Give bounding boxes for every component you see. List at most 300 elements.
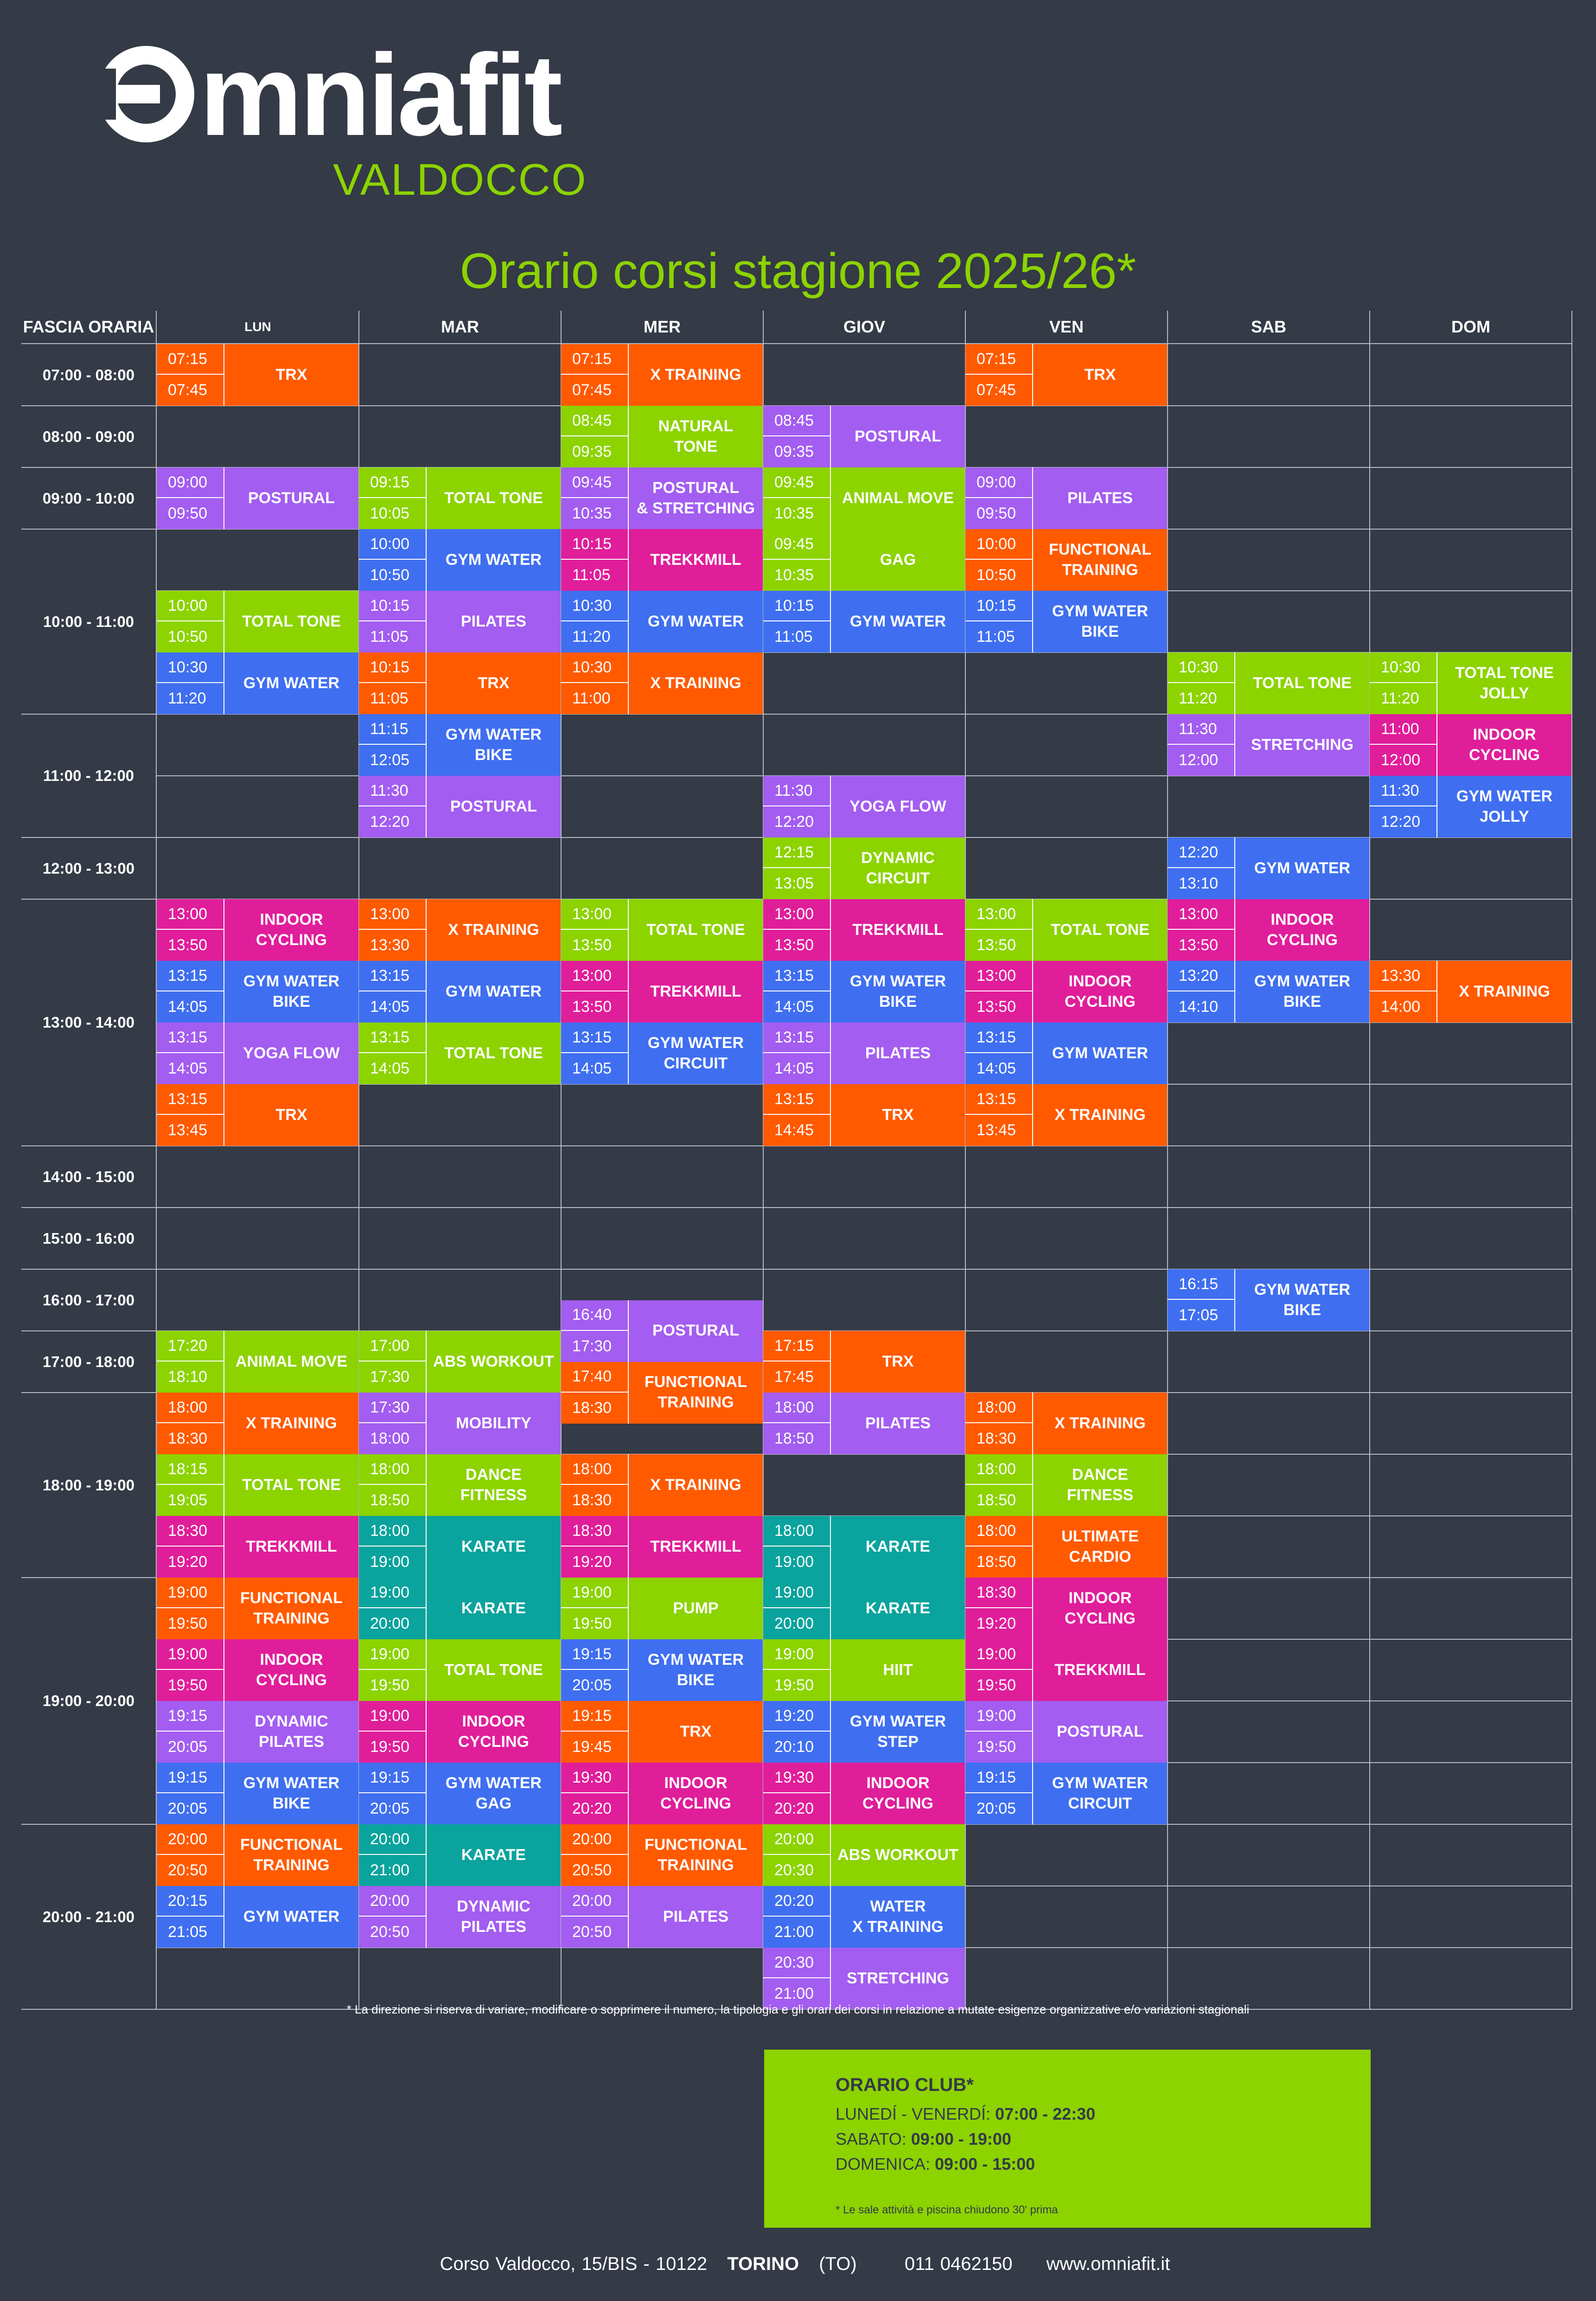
class-end-time: 14:05	[965, 1053, 1033, 1084]
class-start-time: 13:15	[965, 1084, 1033, 1115]
class-start-time: 13:00	[763, 899, 831, 930]
class-end-time: 21:00	[763, 1917, 831, 1948]
class-name: DYNAMIC PILATES	[255, 1712, 328, 1751]
class-start-time: 12:15	[763, 837, 831, 868]
class-end-time: 13:05	[763, 868, 831, 899]
class-end-time: 20:50	[359, 1917, 427, 1948]
class-cell[interactable]	[359, 1578, 561, 1639]
class-start-time: 18:30	[157, 1516, 224, 1547]
header-day-mer: MER	[644, 317, 681, 336]
class-start-time: 08:45	[561, 406, 629, 436]
class-cell[interactable]	[157, 1763, 358, 1824]
class-start-time: 10:30	[561, 591, 629, 621]
club-hours-label: SABATO:	[836, 2129, 907, 2148]
club-hours-sunday	[836, 2154, 1035, 2174]
class-cell[interactable]	[965, 1763, 1167, 1824]
class-name: HIIT	[883, 1661, 913, 1679]
class-cell[interactable]	[965, 529, 1167, 591]
class-cell[interactable]	[359, 529, 561, 591]
class-name: GYM WATER BIKE	[647, 1650, 744, 1689]
club-hours-value: 09:00 - 15:00	[935, 2154, 1035, 2173]
class-start-time: 13:00	[1168, 899, 1235, 930]
class-cell[interactable]	[763, 529, 965, 591]
class-cell[interactable]	[561, 899, 763, 961]
class-name: PUMP	[673, 1599, 719, 1617]
class-name: DYNAMIC PILATES	[457, 1897, 530, 1936]
class-cell[interactable]	[763, 1639, 965, 1701]
class-cell[interactable]	[763, 837, 965, 899]
class-start-time: 19:00	[157, 1578, 224, 1608]
class-start-time: 20:15	[157, 1886, 224, 1917]
class-cell[interactable]	[157, 1023, 358, 1084]
class-end-time: 14:05	[359, 1053, 427, 1084]
class-start-time: 17:40	[561, 1362, 629, 1393]
class-name: PILATES	[1067, 489, 1133, 507]
class-end-time: 07:45	[561, 375, 629, 406]
class-name: INDOOR CYCLING	[1065, 1589, 1136, 1627]
time-band-label: 09:00 - 10:00	[42, 489, 135, 507]
class-cell[interactable]	[359, 1824, 561, 1886]
class-cell[interactable]	[763, 1763, 965, 1824]
class-end-time: 18:50	[763, 1423, 831, 1454]
class-name: INDOOR CYCLING	[1469, 725, 1540, 764]
class-cell[interactable]	[965, 591, 1167, 652]
class-name: POSTURAL	[248, 489, 335, 507]
class-start-time: 20:00	[763, 1824, 831, 1855]
class-name: DANCE FITNESS	[460, 1465, 527, 1504]
class-name: GYM WATER	[647, 612, 744, 630]
class-end-time: 13:30	[359, 930, 427, 961]
class-end-time: 20:50	[561, 1917, 629, 1948]
class-cell[interactable]	[1168, 837, 1369, 899]
class-start-time: 07:15	[561, 344, 629, 375]
header-day-dom: DOM	[1451, 317, 1490, 336]
class-cell[interactable]	[157, 1886, 358, 1948]
class-start-time: 19:00	[561, 1578, 629, 1608]
class-end-time: 18:00	[359, 1423, 427, 1454]
class-end-time: 13:45	[965, 1115, 1033, 1146]
brand-name: mniafit	[199, 30, 560, 160]
class-end-time: 07:45	[157, 375, 224, 406]
class-cell[interactable]	[359, 652, 561, 714]
class-name: GAG	[880, 550, 916, 569]
time-band-label: 12:00 - 13:00	[42, 859, 135, 877]
class-cell[interactable]	[561, 1763, 763, 1824]
class-end-time: 13:50	[763, 930, 831, 961]
class-end-time: 11:20	[561, 621, 629, 652]
disclaimer-note: * La direzione si riserva di variare, modificare o sopprimere il numero, la tipologia e gli orari dei corsi in relazione a mutate esigenze organizzative e/o variazioni stagionali	[346, 2002, 1250, 2016]
class-start-time: 10:00	[157, 591, 224, 621]
class-name: TOTAL TONE	[1051, 920, 1149, 939]
class-cell[interactable]	[157, 1516, 358, 1578]
class-cell[interactable]	[965, 467, 1167, 529]
class-cell[interactable]	[965, 1084, 1167, 1146]
class-name: POSTURAL	[652, 1322, 739, 1340]
class-end-time: 12:20	[763, 806, 831, 837]
time-band-label: 07:00 - 08:00	[42, 366, 135, 384]
class-name: GYM WATER BIKE	[445, 725, 542, 764]
class-name: TOTAL TONE	[242, 1476, 341, 1494]
class-end-time: 20:20	[763, 1793, 831, 1824]
class-start-time: 13:15	[763, 1023, 831, 1053]
omniafit-logo-icon	[97, 41, 195, 147]
class-name: GYM WATER BIKE	[243, 1774, 340, 1812]
class-start-time: 16:40	[561, 1300, 629, 1331]
class-start-time: 09:00	[965, 467, 1033, 498]
class-start-time: 10:00	[359, 529, 427, 560]
class-cell[interactable]	[561, 1454, 763, 1516]
class-name: GYM WATER	[1052, 1044, 1149, 1062]
class-cell[interactable]	[1370, 776, 1571, 837]
class-end-time: 19:50	[965, 1670, 1033, 1701]
class-start-time: 20:30	[763, 1948, 831, 1978]
class-name: PILATES	[460, 612, 527, 630]
class-name: INDOOR CYCLING	[1267, 910, 1338, 949]
class-end-time: 13:50	[965, 930, 1033, 961]
class-cell[interactable]	[157, 1639, 358, 1701]
class-name: INDOOR CYCLING	[256, 1650, 327, 1689]
class-name: POSTURAL	[1057, 1722, 1143, 1740]
time-band-label: 13:00 - 14:00	[42, 1014, 135, 1031]
class-name: ABS WORKOUT	[837, 1846, 958, 1864]
class-end-time: 20:05	[157, 1732, 224, 1763]
class-cell[interactable]	[763, 1393, 965, 1454]
class-cell[interactable]	[965, 1701, 1167, 1763]
class-cell[interactable]	[157, 1393, 358, 1454]
class-cell[interactable]	[359, 591, 561, 652]
class-cell[interactable]	[763, 1516, 965, 1578]
class-cell[interactable]	[359, 1331, 561, 1393]
class-start-time: 19:00	[157, 1639, 224, 1670]
class-start-time: 17:20	[157, 1331, 224, 1361]
header-day-lun: LUN	[244, 320, 271, 334]
class-cell[interactable]	[965, 344, 1167, 406]
class-end-time: 11:05	[965, 621, 1033, 652]
class-cell[interactable]	[965, 899, 1167, 961]
class-name: TOTAL TONE	[444, 1661, 543, 1679]
class-cell[interactable]	[561, 1701, 763, 1763]
class-cell[interactable]	[359, 1639, 561, 1701]
class-cell[interactable]	[763, 776, 965, 837]
class-end-time: 14:05	[157, 1053, 224, 1084]
header-day-ven: VEN	[1049, 317, 1084, 336]
class-cell[interactable]	[763, 591, 965, 652]
class-start-time: 11:30	[763, 776, 831, 806]
class-cell[interactable]	[157, 961, 358, 1023]
club-hours-label: LUNEDÍ - VENERDÍ:	[836, 2104, 991, 2123]
class-end-time: 09:50	[965, 498, 1033, 529]
class-cell[interactable]	[561, 961, 763, 1023]
class-cell[interactable]	[763, 1084, 965, 1146]
class-cell[interactable]	[561, 529, 763, 591]
class-end-time: 20:05	[561, 1670, 629, 1701]
class-name: DANCE FITNESS	[1066, 1465, 1134, 1504]
class-end-time: 18:30	[561, 1485, 629, 1516]
class-start-time: 13:15	[157, 961, 224, 991]
class-cell[interactable]	[763, 1023, 965, 1084]
time-band-label: 17:00 - 18:00	[42, 1353, 135, 1370]
class-cell[interactable]	[561, 1516, 763, 1578]
class-start-time: 11:30	[359, 776, 427, 806]
club-hours-box	[764, 2050, 1371, 2228]
class-name: KARATE	[865, 1599, 931, 1617]
class-cell[interactable]	[157, 1824, 358, 1886]
class-name: TOTAL TONE	[1253, 674, 1352, 692]
class-end-time: 18:10	[157, 1361, 224, 1393]
class-start-time: 18:00	[965, 1393, 1033, 1423]
class-cell[interactable]	[561, 406, 763, 467]
class-name: X TRAINING	[1054, 1414, 1146, 1432]
grid-line	[1571, 311, 1572, 2009]
class-start-time: 07:15	[965, 344, 1033, 375]
class-cell[interactable]	[359, 1454, 561, 1516]
class-name: INDOOR CYCLING	[458, 1712, 529, 1751]
class-start-time: 07:15	[157, 344, 224, 375]
time-band-label: 11:00 - 12:00	[43, 767, 134, 784]
class-cell[interactable]	[763, 1701, 965, 1763]
class-start-time: 17:00	[359, 1331, 427, 1361]
class-cell[interactable]	[1370, 714, 1571, 776]
class-cell[interactable]	[157, 1331, 358, 1393]
class-cell[interactable]	[561, 591, 763, 652]
class-cell[interactable]	[359, 1701, 561, 1763]
class-start-time: 11:00	[1370, 714, 1437, 745]
class-start-time: 17:15	[763, 1331, 831, 1361]
class-start-time: 13:15	[763, 1084, 831, 1115]
class-cell[interactable]	[965, 1516, 1167, 1578]
class-start-time: 09:45	[763, 529, 831, 560]
class-cell[interactable]	[157, 652, 358, 714]
class-cell[interactable]	[359, 1516, 561, 1578]
class-end-time: 11:00	[561, 683, 629, 714]
class-cell[interactable]	[157, 1701, 358, 1763]
class-start-time: 19:00	[359, 1639, 427, 1670]
class-cell[interactable]	[763, 467, 965, 529]
class-start-time: 19:30	[561, 1763, 629, 1793]
class-name: TRX	[882, 1352, 914, 1370]
class-start-time: 13:15	[561, 1023, 629, 1053]
footer-website-link[interactable]: www.omniafit.it	[1046, 2254, 1170, 2274]
grid-line	[1369, 311, 1370, 2009]
class-cell[interactable]	[359, 714, 561, 776]
class-cell[interactable]	[561, 1023, 763, 1084]
class-cell[interactable]	[1370, 652, 1571, 714]
class-name: GYM WATER	[445, 550, 542, 569]
class-cell[interactable]	[1168, 961, 1369, 1023]
class-name: GYM WATER BIKE	[849, 972, 946, 1010]
footer-address-street: Corso Valdocco, 15/BIS - 10122	[440, 2254, 708, 2274]
class-start-time: 10:30	[1168, 652, 1235, 683]
class-start-time: 10:30	[157, 652, 224, 683]
class-name: TOTAL TONE	[444, 489, 543, 507]
class-end-time: 20:00	[359, 1608, 427, 1639]
class-start-time: 10:15	[359, 652, 427, 683]
class-start-time: 19:00	[763, 1578, 831, 1608]
class-start-time: 10:15	[561, 529, 629, 560]
class-start-time: 19:20	[763, 1701, 831, 1732]
class-cell[interactable]	[157, 591, 358, 652]
class-cell[interactable]	[965, 1454, 1167, 1516]
class-end-time: 12:20	[359, 806, 427, 837]
class-name: TREKKMILL	[246, 1537, 337, 1555]
class-name: STRETCHING	[1251, 735, 1353, 754]
class-start-time: 19:15	[157, 1763, 224, 1793]
class-end-time: 19:00	[359, 1547, 427, 1578]
class-cell[interactable]	[561, 467, 763, 529]
class-end-time: 19:50	[359, 1670, 427, 1701]
class-end-time: 18:50	[965, 1547, 1033, 1578]
class-name: NATURAL TONE	[658, 417, 734, 455]
class-cell[interactable]	[763, 1886, 965, 1948]
class-name: WATER X TRAINING	[852, 1897, 944, 1936]
class-end-time: 13:10	[1168, 868, 1235, 899]
class-start-time: 13:00	[561, 899, 629, 930]
class-end-time: 14:05	[763, 1053, 831, 1084]
footer-phone[interactable]: 011 0462150	[904, 2254, 1013, 2274]
class-cell[interactable]	[359, 1886, 561, 1948]
class-cell[interactable]	[561, 652, 763, 714]
class-start-time: 10:15	[965, 591, 1033, 621]
class-end-time: 17:05	[1168, 1300, 1235, 1331]
class-end-time: 21:00	[359, 1855, 427, 1886]
class-name: GYM WATER	[849, 612, 946, 630]
class-end-time: 19:50	[359, 1732, 427, 1763]
page-title: Orario corsi stagione 2025/26*	[460, 243, 1136, 299]
header-fascia-oraria: FASCIA ORARIA	[23, 317, 154, 336]
class-end-time: 18:30	[157, 1423, 224, 1454]
class-end-time: 18:30	[561, 1393, 629, 1424]
header-day-mar: MAR	[441, 317, 479, 336]
class-cell[interactable]	[763, 961, 965, 1023]
header-day-sab: SAB	[1251, 317, 1286, 336]
class-start-time: 19:00	[965, 1639, 1033, 1670]
class-start-time: 18:00	[561, 1454, 629, 1485]
class-cell[interactable]	[359, 467, 561, 529]
class-cell[interactable]	[763, 1331, 965, 1393]
class-start-time: 20:00	[359, 1824, 427, 1855]
class-cell[interactable]	[359, 1393, 561, 1454]
class-cell[interactable]	[561, 1886, 763, 1948]
class-end-time: 17:45	[763, 1361, 831, 1393]
class-cell[interactable]	[157, 344, 358, 406]
class-start-time: 10:00	[965, 529, 1033, 560]
class-start-time: 13:20	[1168, 961, 1235, 991]
class-cell[interactable]	[763, 406, 965, 467]
class-name: TRX	[275, 1106, 307, 1124]
class-end-time: 13:50	[965, 991, 1033, 1023]
class-cell[interactable]	[1168, 899, 1369, 961]
class-name: KARATE	[461, 1599, 526, 1617]
class-start-time: 10:15	[763, 591, 831, 621]
class-end-time: 20:50	[157, 1855, 224, 1886]
class-start-time: 18:30	[965, 1578, 1033, 1608]
class-cell[interactable]	[359, 899, 561, 961]
class-cell[interactable]	[157, 1084, 358, 1146]
class-cell[interactable]	[763, 899, 965, 961]
class-end-time: 11:05	[763, 621, 831, 652]
class-cell[interactable]	[1168, 652, 1369, 714]
class-cell[interactable]	[965, 1393, 1167, 1454]
class-start-time: 19:00	[359, 1701, 427, 1732]
class-end-time: 20:05	[359, 1793, 427, 1824]
class-name: GYM WATER BIKE	[1052, 602, 1149, 640]
club-hours-note: * Le sale attività e piscina chiudono 30' prima	[836, 2204, 1058, 2216]
class-cell[interactable]	[157, 1578, 358, 1639]
class-name: TOTAL TONE	[444, 1044, 543, 1062]
class-end-time: 13:50	[157, 930, 224, 961]
class-cell[interactable]	[763, 1824, 965, 1886]
class-cell[interactable]	[763, 1578, 965, 1639]
class-name: TREKKMILL	[650, 1537, 741, 1555]
class-end-time: 14:05	[157, 991, 224, 1023]
class-cell[interactable]	[359, 1023, 561, 1084]
club-hours-weekdays	[836, 2104, 1095, 2124]
class-cell[interactable]	[561, 344, 763, 406]
class-start-time: 20:20	[763, 1886, 831, 1917]
class-start-time: 18:30	[561, 1516, 629, 1547]
class-cell[interactable]	[157, 467, 358, 529]
class-cell[interactable]	[561, 1362, 763, 1424]
class-end-time: 10:35	[561, 498, 629, 529]
class-name: GYM WATER CIRCUIT	[1052, 1774, 1149, 1812]
class-end-time: 10:05	[359, 498, 427, 529]
class-end-time: 18:50	[965, 1485, 1033, 1516]
class-cell[interactable]	[1370, 961, 1571, 1023]
class-cell[interactable]	[561, 1639, 763, 1701]
class-start-time: 10:30	[1370, 652, 1437, 683]
time-band-label: 15:00 - 16:00	[42, 1229, 135, 1247]
class-name: X TRAINING	[650, 365, 741, 384]
class-end-time: 12:00	[1168, 745, 1235, 776]
class-cell[interactable]	[965, 961, 1167, 1023]
class-cell[interactable]	[1168, 1269, 1369, 1331]
class-name: INDOOR CYCLING	[862, 1774, 933, 1812]
class-cell[interactable]	[157, 1454, 358, 1516]
class-cell[interactable]	[965, 1639, 1167, 1701]
class-name: GYM WATER GAG	[445, 1774, 542, 1812]
class-cell[interactable]	[1168, 714, 1369, 776]
class-cell[interactable]	[561, 1578, 763, 1639]
class-end-time: 17:30	[359, 1361, 427, 1393]
class-cell[interactable]	[359, 1763, 561, 1824]
class-cell[interactable]	[965, 1023, 1167, 1084]
class-start-time: 12:20	[1168, 837, 1235, 868]
class-cell[interactable]	[157, 899, 358, 961]
class-name: TREKKMILL	[650, 982, 741, 1000]
class-name: TOTAL TONE	[646, 920, 745, 939]
class-end-time: 19:45	[561, 1732, 629, 1763]
class-end-time: 10:50	[965, 560, 1033, 591]
class-cell[interactable]	[359, 961, 561, 1023]
club-hours-value: 07:00 - 22:30	[995, 2104, 1096, 2123]
class-cell[interactable]	[359, 776, 561, 837]
class-end-time: 07:45	[965, 375, 1033, 406]
class-start-time: 13:15	[157, 1023, 224, 1053]
time-band-label: 20:00 - 21:00	[42, 1908, 135, 1925]
class-start-time: 18:00	[763, 1393, 831, 1423]
class-name: X TRAINING	[246, 1414, 337, 1432]
time-band-label: 10:00 - 11:00	[43, 613, 134, 630]
class-start-time: 09:45	[561, 467, 629, 498]
class-cell[interactable]	[561, 1824, 763, 1886]
class-cell[interactable]	[965, 1578, 1167, 1639]
class-start-time: 19:15	[359, 1763, 427, 1793]
class-cell[interactable]	[763, 1948, 965, 2009]
grid-line	[1167, 311, 1168, 2009]
club-hours-saturday	[836, 2129, 1011, 2149]
class-cell[interactable]	[561, 1300, 763, 1362]
class-end-time: 19:20	[561, 1547, 629, 1578]
